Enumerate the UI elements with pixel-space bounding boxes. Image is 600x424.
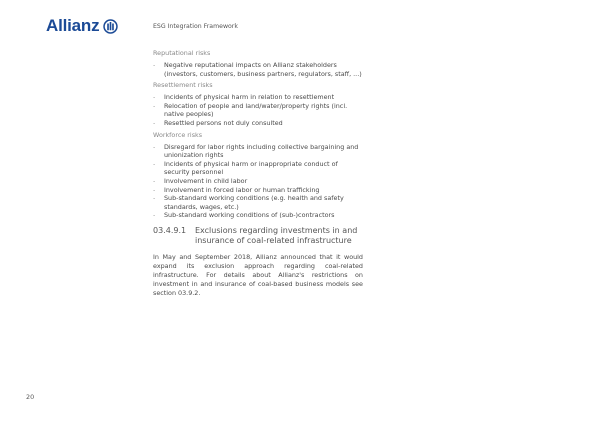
bullet-icon: - bbox=[153, 159, 156, 168]
bullet-list bbox=[153, 143, 363, 220]
bullet-icon: - bbox=[153, 101, 156, 110]
list-item: - Sub-standard working conditions of (sub-)contractors bbox=[153, 211, 335, 220]
list-item: - Incidents of physical harm or inappropriate conduct of security personnel bbox=[153, 159, 338, 177]
section-label: Reputational risks bbox=[153, 49, 211, 57]
bullet-icon: - bbox=[153, 93, 156, 102]
list-item: - Resettled persons not duly consulted bbox=[153, 118, 283, 127]
allianz-eagle-icon bbox=[103, 19, 118, 34]
bullet-icon: - bbox=[153, 194, 156, 203]
bullet-icon: - bbox=[153, 142, 156, 151]
allianz-logo bbox=[46, 17, 118, 35]
subsection-number: 03.4.9.1 bbox=[153, 225, 187, 235]
subsection-title: Exclusions regarding investments in and insurance of coal-related infrastructure bbox=[195, 225, 358, 246]
bullet-icon: - bbox=[153, 185, 156, 194]
page-number: 20 bbox=[26, 393, 35, 401]
resettlement-risks-section bbox=[153, 81, 363, 127]
section-label: Resettlement risks bbox=[153, 81, 213, 90]
list-item: - Relocation of people and land/water/property rights (incl. native peoples) bbox=[153, 101, 348, 119]
bullet-list bbox=[153, 93, 363, 127]
body-paragraph: In May and September 2018, Allianz announced that it would expand its exclusion approach regarding coal-related infrastructure. For details about Allianz's restrictions on investment in and insurance of coal-based business models see section 03.9.2. bbox=[153, 252, 363, 297]
list-item: - Involvement in child labor bbox=[153, 176, 248, 185]
bullet-list bbox=[153, 61, 363, 78]
logo-text: Allianz bbox=[46, 16, 100, 35]
bullet-icon: - bbox=[153, 211, 156, 220]
page-content bbox=[153, 49, 363, 304]
bullet-icon: - bbox=[153, 61, 156, 69]
document-title: ESG Integration Framework bbox=[153, 23, 238, 30]
reputational-risks-section bbox=[153, 49, 363, 78]
list-item: - Involvement in forced labor or human trafficking bbox=[153, 185, 320, 194]
list-item: - Sub-standard working conditions (e.g. health and safety standards, wages, etc.) bbox=[153, 194, 344, 211]
bullet-icon: - bbox=[153, 176, 156, 185]
workforce-risks-section bbox=[153, 131, 363, 220]
list-item: - Negative reputational impacts on Allianz stakeholders (investors, customers, business partners, regulators, staff, ...) bbox=[153, 61, 362, 78]
bullet-icon: - bbox=[153, 118, 156, 127]
list-item: - Disregard for labor rights including collective bargaining and unionization rights bbox=[153, 142, 359, 160]
subsection-heading bbox=[153, 226, 363, 247]
section-label: Workforce risks bbox=[153, 130, 203, 139]
list-item: - Incidents of physical harm in relation to resettlement bbox=[153, 93, 335, 102]
